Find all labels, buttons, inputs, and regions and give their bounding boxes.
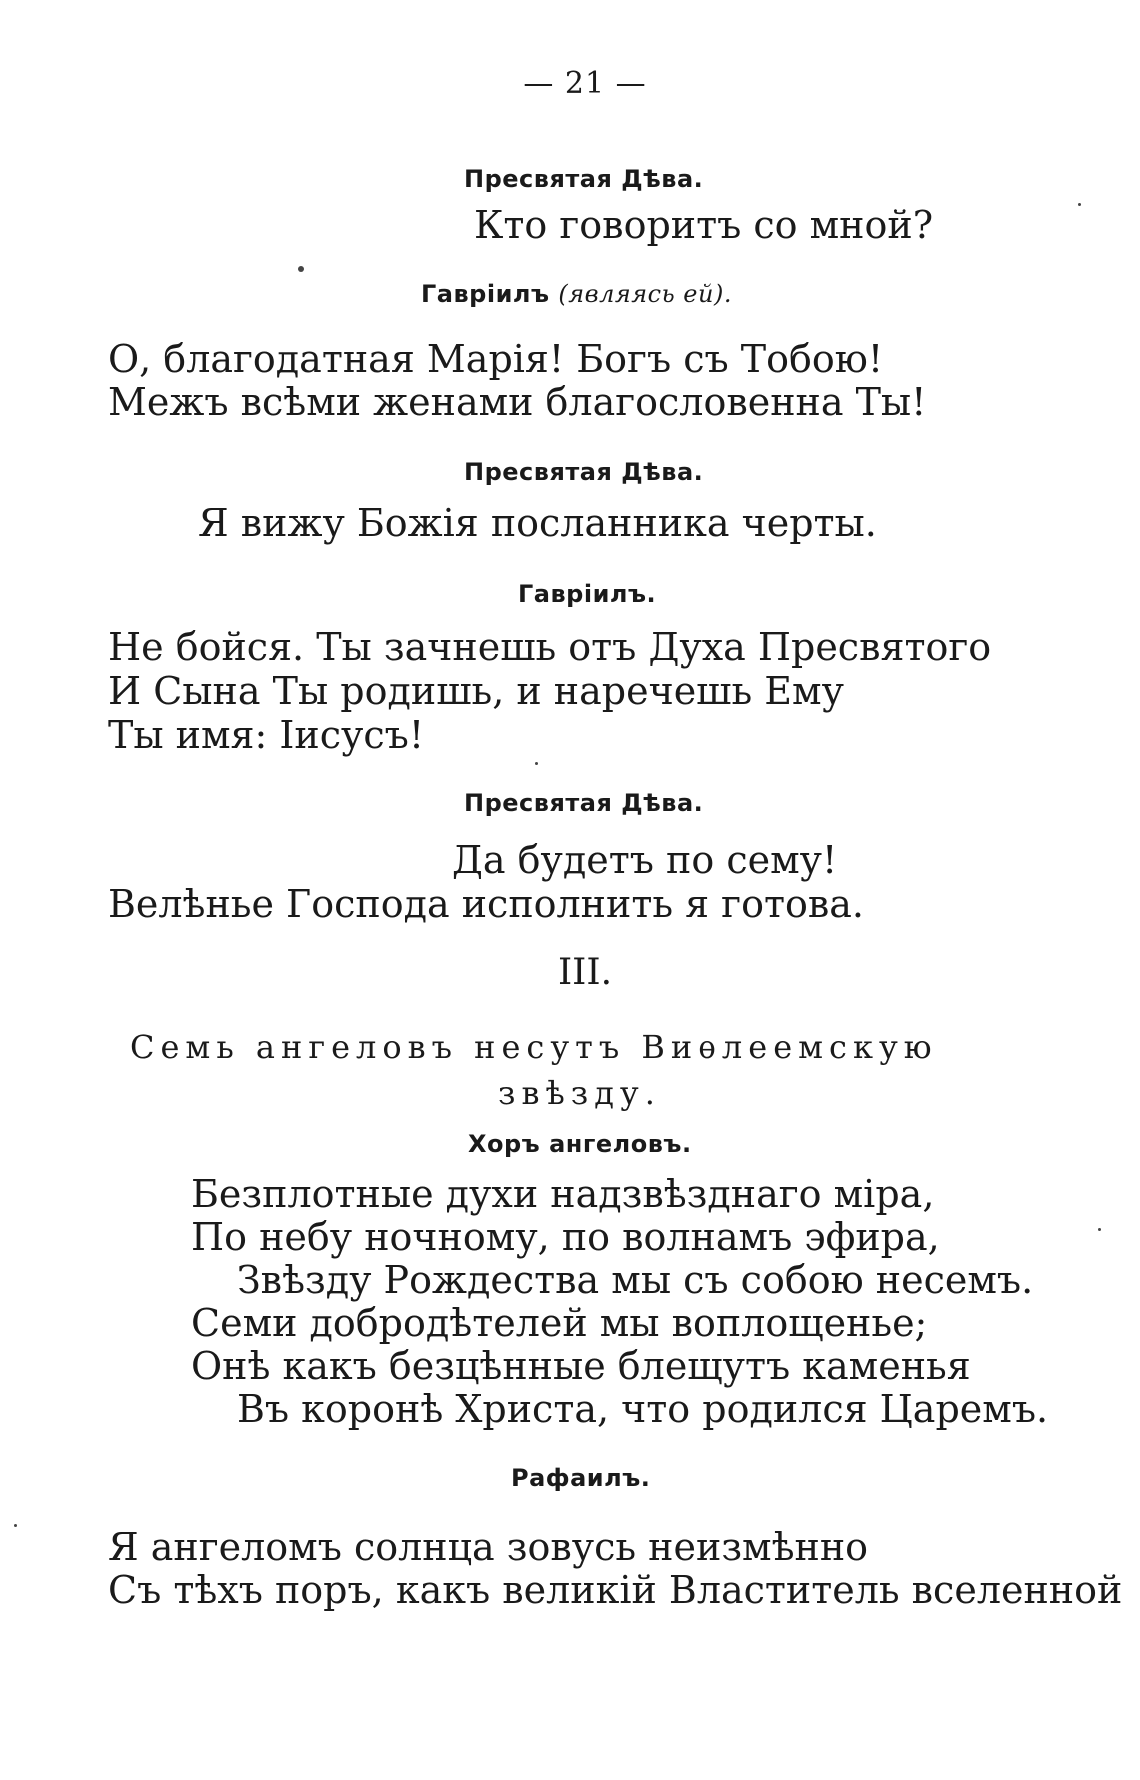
scan-speck (1098, 1228, 1101, 1231)
verse-line: Ты имя: Іисусъ! (108, 713, 425, 757)
verse-line: По небу ночному, по волнамъ эфира, (191, 1215, 940, 1259)
verse-line: Я ангеломъ солнца зовусь неизмѣнно (108, 1525, 869, 1569)
verse-line: Въ коронѣ Христа, что родился Царемъ. (237, 1387, 1049, 1431)
speaker-gabriel-2: Гавріилъ. (518, 580, 657, 608)
verse-line: Онѣ какъ безцѣнные блещутъ каменья (191, 1344, 971, 1388)
section-number: III. (557, 952, 613, 993)
scan-speck (298, 266, 304, 272)
verse-line: О, благодатная Марія! Богъ съ Тобою! (108, 337, 884, 381)
verse-line: Велѣнье Господа исполнить я готова. (108, 882, 864, 926)
verse-line: Безплотные духи надзвѣзднаго міра, (191, 1172, 935, 1216)
verse-line: Съ тѣхъ поръ, какъ великій Властитель вселенной (108, 1568, 1123, 1612)
verse-line: Межъ всѣми женами благословенна Ты! (108, 380, 927, 424)
speaker-chorus: Хоръ ангеловъ. (468, 1130, 692, 1158)
verse-line: Да будетъ по сему! (452, 838, 838, 882)
speaker-virgin-1: Пресвятая Дѣва. (464, 165, 704, 193)
speaker-virgin-3: Пресвятая Дѣва. (464, 789, 704, 817)
section-title-line1: Семь ангеловъ несутъ Виѳлеемскую (130, 1028, 938, 1066)
scan-speck (1078, 203, 1081, 206)
verse-line: И Сына Ты родишь, и наречешь Ему (108, 669, 844, 713)
verse-line: Я вижу Божія посланника черты. (198, 501, 877, 545)
stage-direction: (являясь ей). (558, 280, 732, 308)
verse-line: Звѣзду Рождества мы съ собою несемъ. (237, 1258, 1034, 1302)
scan-speck (535, 762, 538, 765)
verse-line: Не бойся. Ты зачнешь отъ Духа Пресвятого (108, 625, 992, 669)
scan-speck (14, 1524, 17, 1527)
verse-line: Кто говоритъ со мной? (474, 203, 934, 247)
speaker-name: Гавріилъ (421, 280, 550, 308)
speaker-gabriel-1 (421, 280, 732, 308)
page-number: — 21 — (523, 66, 647, 101)
speaker-virgin-2: Пресвятая Дѣва. (464, 458, 704, 486)
speaker-rafail: Рафаилъ. (511, 1464, 651, 1492)
verse-line: Семи добродѣтелей мы воплощенье; (191, 1301, 928, 1345)
section-title-line2: звѣзду. (498, 1074, 661, 1112)
